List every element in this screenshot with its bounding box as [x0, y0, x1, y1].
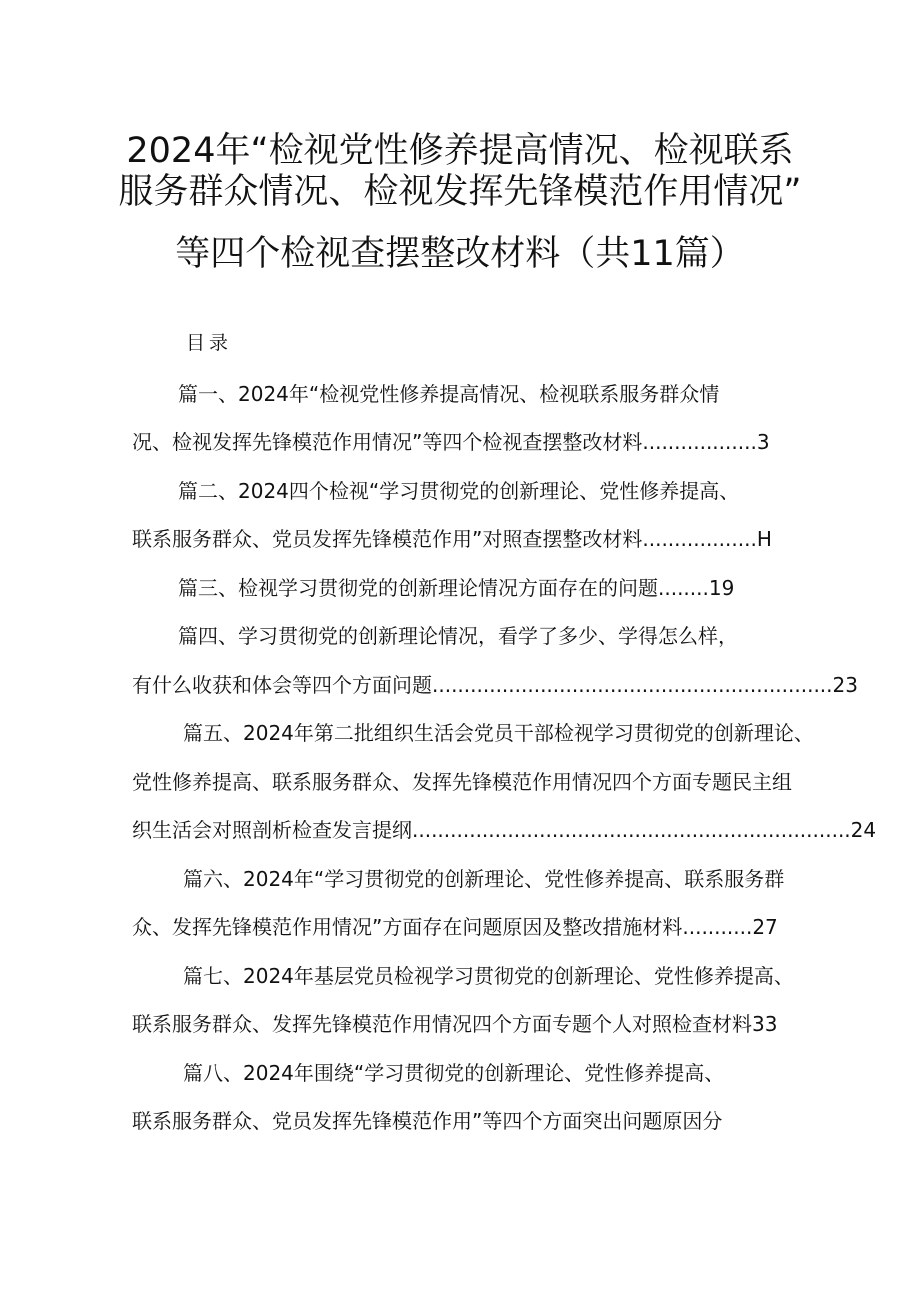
toc-page-number: 27	[752, 915, 778, 939]
toc-entry-2-line-1[interactable]: 篇二、2024四个检视“学习贯彻党的创新理论、党性修养提高、	[178, 479, 740, 503]
toc-leader-dots: .....................................................................	[412, 818, 851, 842]
toc-entry-8-line-2[interactable]: 联系服务群众、党员发挥先锋模范作用”等四个方面突出问题原因分	[132, 1109, 723, 1133]
toc-leader-dots: ........	[658, 576, 709, 600]
toc-entry-7-text: 联系服务群众、发挥先锋模范作用情况四个方面专题个人对照检查材料	[132, 1012, 752, 1036]
toc-page-number: 23	[832, 673, 858, 697]
toc-entry-5-line-3[interactable]	[132, 816, 876, 844]
toc-entry-6-text: 众、发挥先锋模范作用情况”方面存在问题原因及整改措施材料	[132, 915, 683, 939]
toc-entry-3-line-1[interactable]	[178, 574, 734, 602]
toc-entry-5-line-1[interactable]: 篇五、2024年第二批组织生活会党员干部检视学习贯彻党的创新理论、	[183, 721, 814, 745]
toc-heading: 目录	[186, 332, 233, 354]
toc-entry-7-line-2[interactable]	[132, 1010, 777, 1038]
toc-entry-5-line-2[interactable]: 党性修养提高、联系服务群众、发挥先锋模范作用情况四个方面专题民主组	[132, 770, 792, 794]
toc-page-number: H	[756, 527, 772, 551]
toc-entry-3-text: 篇三、检视学习贯彻党的创新理论情况方面存在的问题	[178, 576, 658, 600]
toc-page-number: 33	[752, 1012, 778, 1036]
toc-page-number: 19	[708, 576, 735, 600]
toc-leader-dots: ..................	[642, 527, 757, 551]
toc-entry-4-line-1[interactable]: 篇四、学习贯彻党的创新理论情况，看学了多少、学得怎么样，	[178, 624, 738, 648]
toc-entry-4-line-2[interactable]	[132, 671, 858, 699]
toc-leader-dots: ..................	[642, 430, 757, 454]
document-title-line-1: 2024年“检视党性修养提高情况、检视联系	[126, 131, 794, 171]
toc-entry-6-line-2[interactable]	[132, 913, 778, 941]
toc-entry-2-text: 联系服务群众、党员发挥先锋模范作用”对照查摆整改材料	[132, 527, 643, 551]
toc-entry-8-line-1[interactable]: 篇八、2024年围绕“学习贯彻党的创新理论、党性修养提高、	[183, 1061, 725, 1085]
toc-entry-1-line-2[interactable]	[132, 428, 770, 456]
toc-entry-5-text: 织生活会对照剖析检查发言提纲	[132, 818, 412, 842]
toc-entry-7-line-1[interactable]: 篇七、2024年基层党员检视学习贯彻党的创新理论、党性修养提高、	[183, 964, 794, 988]
document-title-line-2: 服务群众情况、检视发挥先锋模范作用情况”	[118, 172, 802, 212]
toc-entry-1-line-1[interactable]: 篇一、2024年“检视党性修养提高情况、检视联系服务群众情	[178, 382, 720, 406]
toc-page-number: 3	[756, 430, 770, 454]
toc-entry-1-text: 况、检视发挥先锋模范作用情况”等四个检视查摆整改材料	[132, 430, 643, 454]
toc-leader-dots: ...........	[682, 915, 753, 939]
toc-entry-4-text: 有什么收获和体会等四个方面问题	[132, 673, 432, 697]
toc-leader-dots: ...............................................................	[432, 673, 833, 697]
document-title-line-3: 等四个检视查摆整改材料（共11篇）	[175, 234, 745, 274]
toc-entry-2-line-2[interactable]	[132, 525, 772, 553]
toc-page-number: 24	[850, 818, 877, 842]
toc-entry-6-line-1[interactable]: 篇六、2024年“学习贯彻党的创新理论、党性修养提高、联系服务群	[183, 867, 785, 891]
